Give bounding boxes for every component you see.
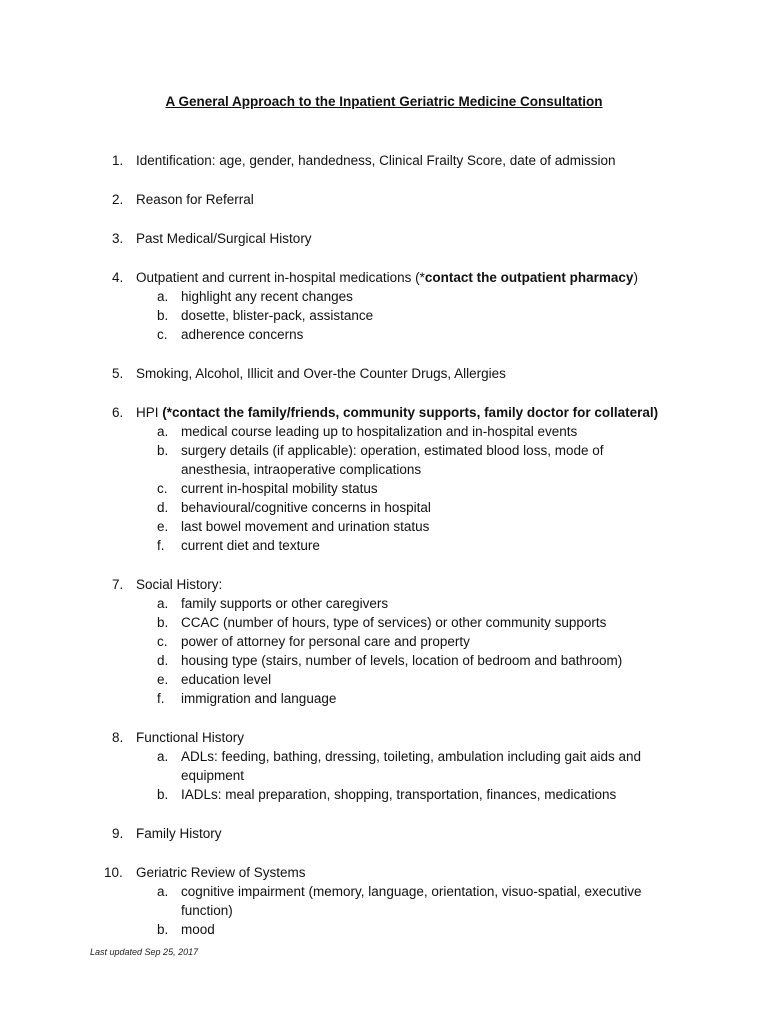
sub-item-text: mood (181, 922, 215, 937)
outline-item (112, 268, 672, 344)
sub-item (112, 632, 672, 651)
item-text-main: Reason for Referral (136, 192, 254, 207)
item-number: 6. (112, 405, 124, 420)
sub-item-text: last bowel movement and urination status (181, 519, 430, 534)
outline-item (112, 728, 672, 804)
sub-item (112, 920, 672, 939)
sub-item (112, 536, 672, 555)
item-text (112, 151, 672, 170)
outline-item (112, 151, 672, 170)
item-text (112, 364, 672, 383)
sub-item-text: CCAC (number of hours, type of services) or other community supports (181, 615, 607, 630)
item-text-main: Functional History (136, 730, 245, 745)
sub-item-text: dosette, blister-pack, assistance (181, 308, 374, 323)
sub-item-text: behavioural/cognitive concerns in hospital (181, 500, 431, 515)
sub-item-letter: c. (157, 634, 168, 649)
sub-item-text: adherence concerns (181, 327, 304, 342)
item-text-main: Social History: (136, 577, 223, 592)
item-text (112, 728, 672, 747)
outline-item (112, 229, 672, 248)
item-number: 4. (112, 270, 124, 285)
sub-item (112, 651, 672, 670)
sub-item (112, 325, 672, 344)
sub-item-text: ADLs: feeding, bathing, dressing, toileting, ambulation including gait aids and equipment (181, 749, 642, 783)
sub-item (112, 613, 672, 632)
sub-item (112, 287, 672, 306)
sub-item-text: IADLs: meal preparation, shopping, transportation, finances, medications (181, 787, 617, 802)
item-text (112, 403, 672, 422)
item-number: 10. (104, 865, 123, 880)
sub-item (112, 479, 672, 498)
sub-item (112, 882, 672, 920)
sub-item (112, 517, 672, 536)
item-text (112, 575, 672, 594)
sub-item-letter: b. (157, 615, 169, 630)
sub-item-text: current in-hospital mobility status (181, 481, 378, 496)
item-text (112, 824, 672, 843)
sub-item-letter: a. (157, 596, 169, 611)
item-text-main: Past Medical/Surgical History (136, 231, 312, 246)
item-text-main: Outpatient and current in-hospital medications (* (136, 270, 425, 285)
sub-item-text: housing type (stairs, number of levels, location of bedroom and bathroom) (181, 653, 623, 668)
sub-item (112, 306, 672, 325)
sub-item-letter: f. (157, 538, 165, 553)
outline-item (112, 824, 672, 843)
item-text-main: Smoking, Alcohol, Illicit and Over-the Counter Drugs, Allergies (136, 366, 506, 381)
sub-item-letter: a. (157, 884, 169, 899)
outline-item (112, 364, 672, 383)
sub-item (112, 670, 672, 689)
sub-item (112, 498, 672, 517)
sub-item (112, 689, 672, 708)
sub-item-text: family supports or other caregivers (181, 596, 389, 611)
item-number: 1. (112, 153, 124, 168)
item-number: 8. (112, 730, 124, 745)
item-number: 9. (112, 826, 124, 841)
item-text (112, 229, 672, 248)
sub-item-letter: e. (157, 672, 169, 687)
sub-item-letter: b. (157, 443, 169, 458)
item-text-main: Geriatric Review of Systems (136, 865, 306, 880)
item-text-suffix: ) (633, 270, 638, 285)
item-text (112, 863, 672, 882)
outline-item (112, 190, 672, 209)
item-text-emphasis: contact the outpatient pharmacy (424, 270, 634, 285)
sub-item (112, 594, 672, 613)
last-updated-footer: Last updated Sep 25, 2017 (90, 947, 199, 957)
sub-item (112, 422, 672, 441)
sub-item-letter: e. (157, 519, 169, 534)
sub-item-letter: a. (157, 289, 169, 304)
sub-item-letter: b. (157, 922, 169, 937)
item-text-main: HPI (136, 405, 163, 420)
sub-item-text: immigration and language (181, 691, 337, 706)
item-text-emphasis: (*contact the family/friends, community supports, family doctor for collateral) (162, 405, 659, 420)
outline-item (104, 863, 672, 939)
item-number: 7. (112, 577, 124, 592)
item-number: 3. (112, 231, 124, 246)
outline-item (112, 403, 672, 555)
sub-item-text: surgery details (if applicable): operation, estimated blood loss, mode of anesthesia, intraoperative complications (181, 443, 604, 477)
item-text-main: Identification: age, gender, handedness, Clinical Frailty Score, date of admission (136, 153, 616, 168)
item-text-main: Family History (136, 826, 222, 841)
outline-item (112, 575, 672, 708)
sub-item-letter: a. (157, 749, 169, 764)
sub-item (112, 747, 672, 785)
sub-item-letter: d. (157, 500, 169, 515)
sub-item-letter: b. (157, 787, 169, 802)
item-text (112, 190, 672, 209)
item-text (112, 268, 672, 287)
sub-item-letter: c. (157, 481, 168, 496)
document-title: A General Approach to the Inpatient Geriatric Medicine Consultation (165, 94, 603, 109)
sub-item-text: highlight any recent changes (181, 289, 353, 304)
sub-item-text: medical course leading up to hospitalization and in-hospital events (181, 424, 578, 439)
sub-item (112, 441, 672, 479)
sub-item-text: education level (181, 672, 272, 687)
item-number: 2. (112, 192, 124, 207)
consultation-outline-list (104, 151, 672, 959)
sub-item-letter: b. (157, 308, 169, 323)
sub-item-text: cognitive impairment (memory, language, orientation, visuo-spatial, executive function) (181, 884, 642, 918)
sub-item-text: current diet and texture (181, 538, 320, 553)
sub-item-letter: a. (157, 424, 169, 439)
sub-item-letter: f. (157, 691, 165, 706)
sub-item (112, 785, 672, 804)
item-number: 5. (112, 366, 124, 381)
sub-item-text: power of attorney for personal care and property (181, 634, 470, 649)
sub-item-letter: d. (157, 653, 169, 668)
sub-item-letter: c. (157, 327, 168, 342)
